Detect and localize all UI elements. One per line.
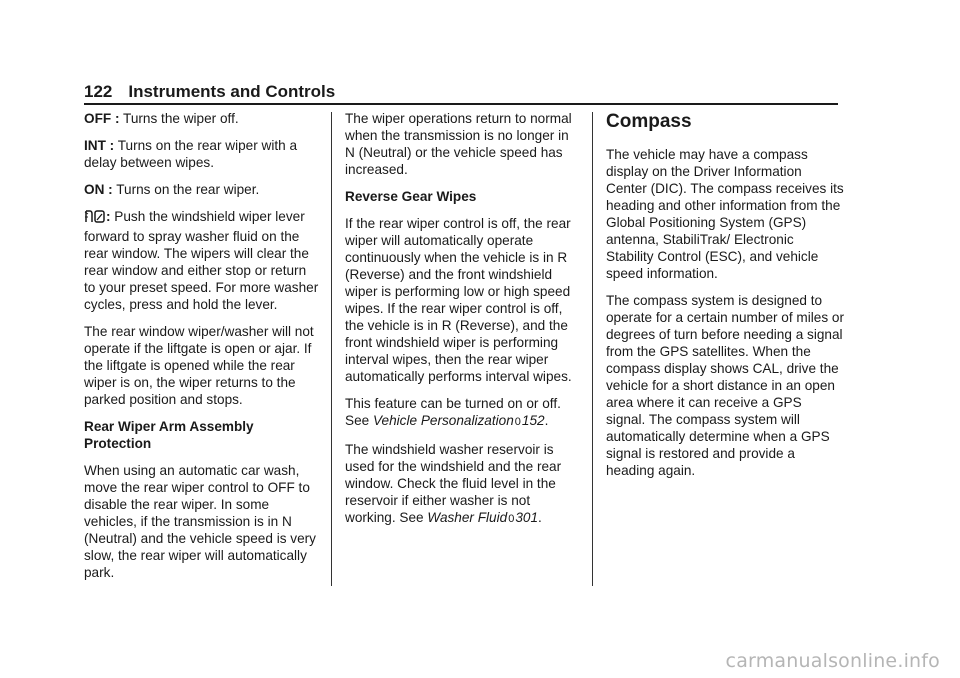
liftgate-paragraph: The rear window wiper/washer will not operate if the liftgate is open or ajar. If the liftgate is opened while the rear wiper is on, the wiper returns to the parked position and stops. (84, 324, 314, 407)
int-text: Turns on the rear wiper with a delay between wipes. (84, 138, 298, 170)
section-title: Instruments and Controls (128, 82, 336, 101)
page-ref-arrow-icon: 0 (514, 416, 521, 428)
ref1-page[interactable]: 152 (521, 413, 545, 428)
page-number: 122 (84, 82, 113, 101)
column-divider-2 (592, 112, 593, 586)
vehicle-personalization-link[interactable]: Vehicle Personalization (372, 413, 514, 428)
protection-subheading: Rear Wiper Arm Assembly Protection (84, 419, 254, 451)
page-header (84, 80, 838, 104)
period: . (538, 510, 542, 525)
off-paragraph (84, 110, 320, 127)
cal-paragraph: The compass system is designed to operate for a certain number of miles or degrees of turn before needing a signal from the GPS satellites. When the compass display shows CAL, drive the vehicle for a short distance in an open area where it can receive a GPS signal. The compass system will automatically determine when a GPS signal is restored and provide a heading again. (606, 293, 845, 478)
column-2 (345, 110, 581, 538)
washer-fluid-link[interactable]: Washer Fluid (427, 510, 508, 525)
reverse-subheading: Reverse Gear Wipes (345, 189, 477, 204)
reservoir-paragraph (345, 441, 581, 528)
compass-heading: Compass (606, 111, 692, 132)
washer-label: : (106, 209, 111, 224)
carwash-paragraph: When using an automatic car wash, move the rear wiper control to OFF to disable the rear wiper. In some vehicles, if the transmission is in N (Neutral) and the vehicle speed is very slow, the rear wiper will automatically park. (84, 463, 316, 580)
int-paragraph (84, 137, 320, 171)
on-label: ON : (84, 182, 113, 197)
washer-text: Push the windshield wiper lever forward to spray washer fluid on the rear window. The wipers will clear the rear window and either stop or return to your preset speed. For more washer cycles, press and hold the lever. (84, 209, 319, 312)
washer-paragraph (84, 208, 320, 313)
dic-paragraph: The vehicle may have a compass display on the Driver Information Center (DIC). The compass receives its heading and other information from the Global Positioning System (GPS) antenna, StabiliTrak/ Electronic Stability Control (ESC), and vehicle speed information. (606, 147, 844, 281)
off-label: OFF : (84, 111, 120, 126)
reverse-paragraph: If the rear wiper control is off, the rear wiper will automatically operate continuously when the vehicle is in R (Reverse) and the front windshield wiper is performing low or high speed wipes. If the rear wiper control is off, the vehicle is in R (Reverse), and the front windshield wiper is performing interval wipes, then the rear wiper automatically performs interval wipes. (345, 216, 572, 384)
off-text: Turns the wiper off. (119, 111, 239, 126)
reservoir-text: The windshield washer reservoir is used for the windshield and the rear window. Check the fluid level in the reservoir if either washer is not working. See (345, 442, 562, 525)
ref2-page[interactable]: 301 (515, 510, 539, 525)
page-ref-arrow-icon: 0 (508, 513, 515, 525)
rear-washer-icon (84, 209, 106, 228)
column-3 (606, 110, 844, 489)
feature-text: This feature can be turned on or off. See (345, 396, 561, 428)
on-paragraph (84, 181, 320, 198)
on-text: Turns on the rear wiper. (112, 182, 260, 197)
return-paragraph: The wiper operations return to normal when the transmission is no longer in N (Neutral) or the vehicle speed has increased. (345, 111, 572, 177)
int-label: INT : (84, 138, 115, 153)
column-1 (84, 110, 320, 591)
feature-paragraph (345, 395, 581, 431)
watermark: carmanualsonline.info (725, 650, 940, 672)
period: . (544, 413, 549, 428)
column-divider-1 (331, 112, 332, 586)
header-rule (84, 103, 838, 105)
